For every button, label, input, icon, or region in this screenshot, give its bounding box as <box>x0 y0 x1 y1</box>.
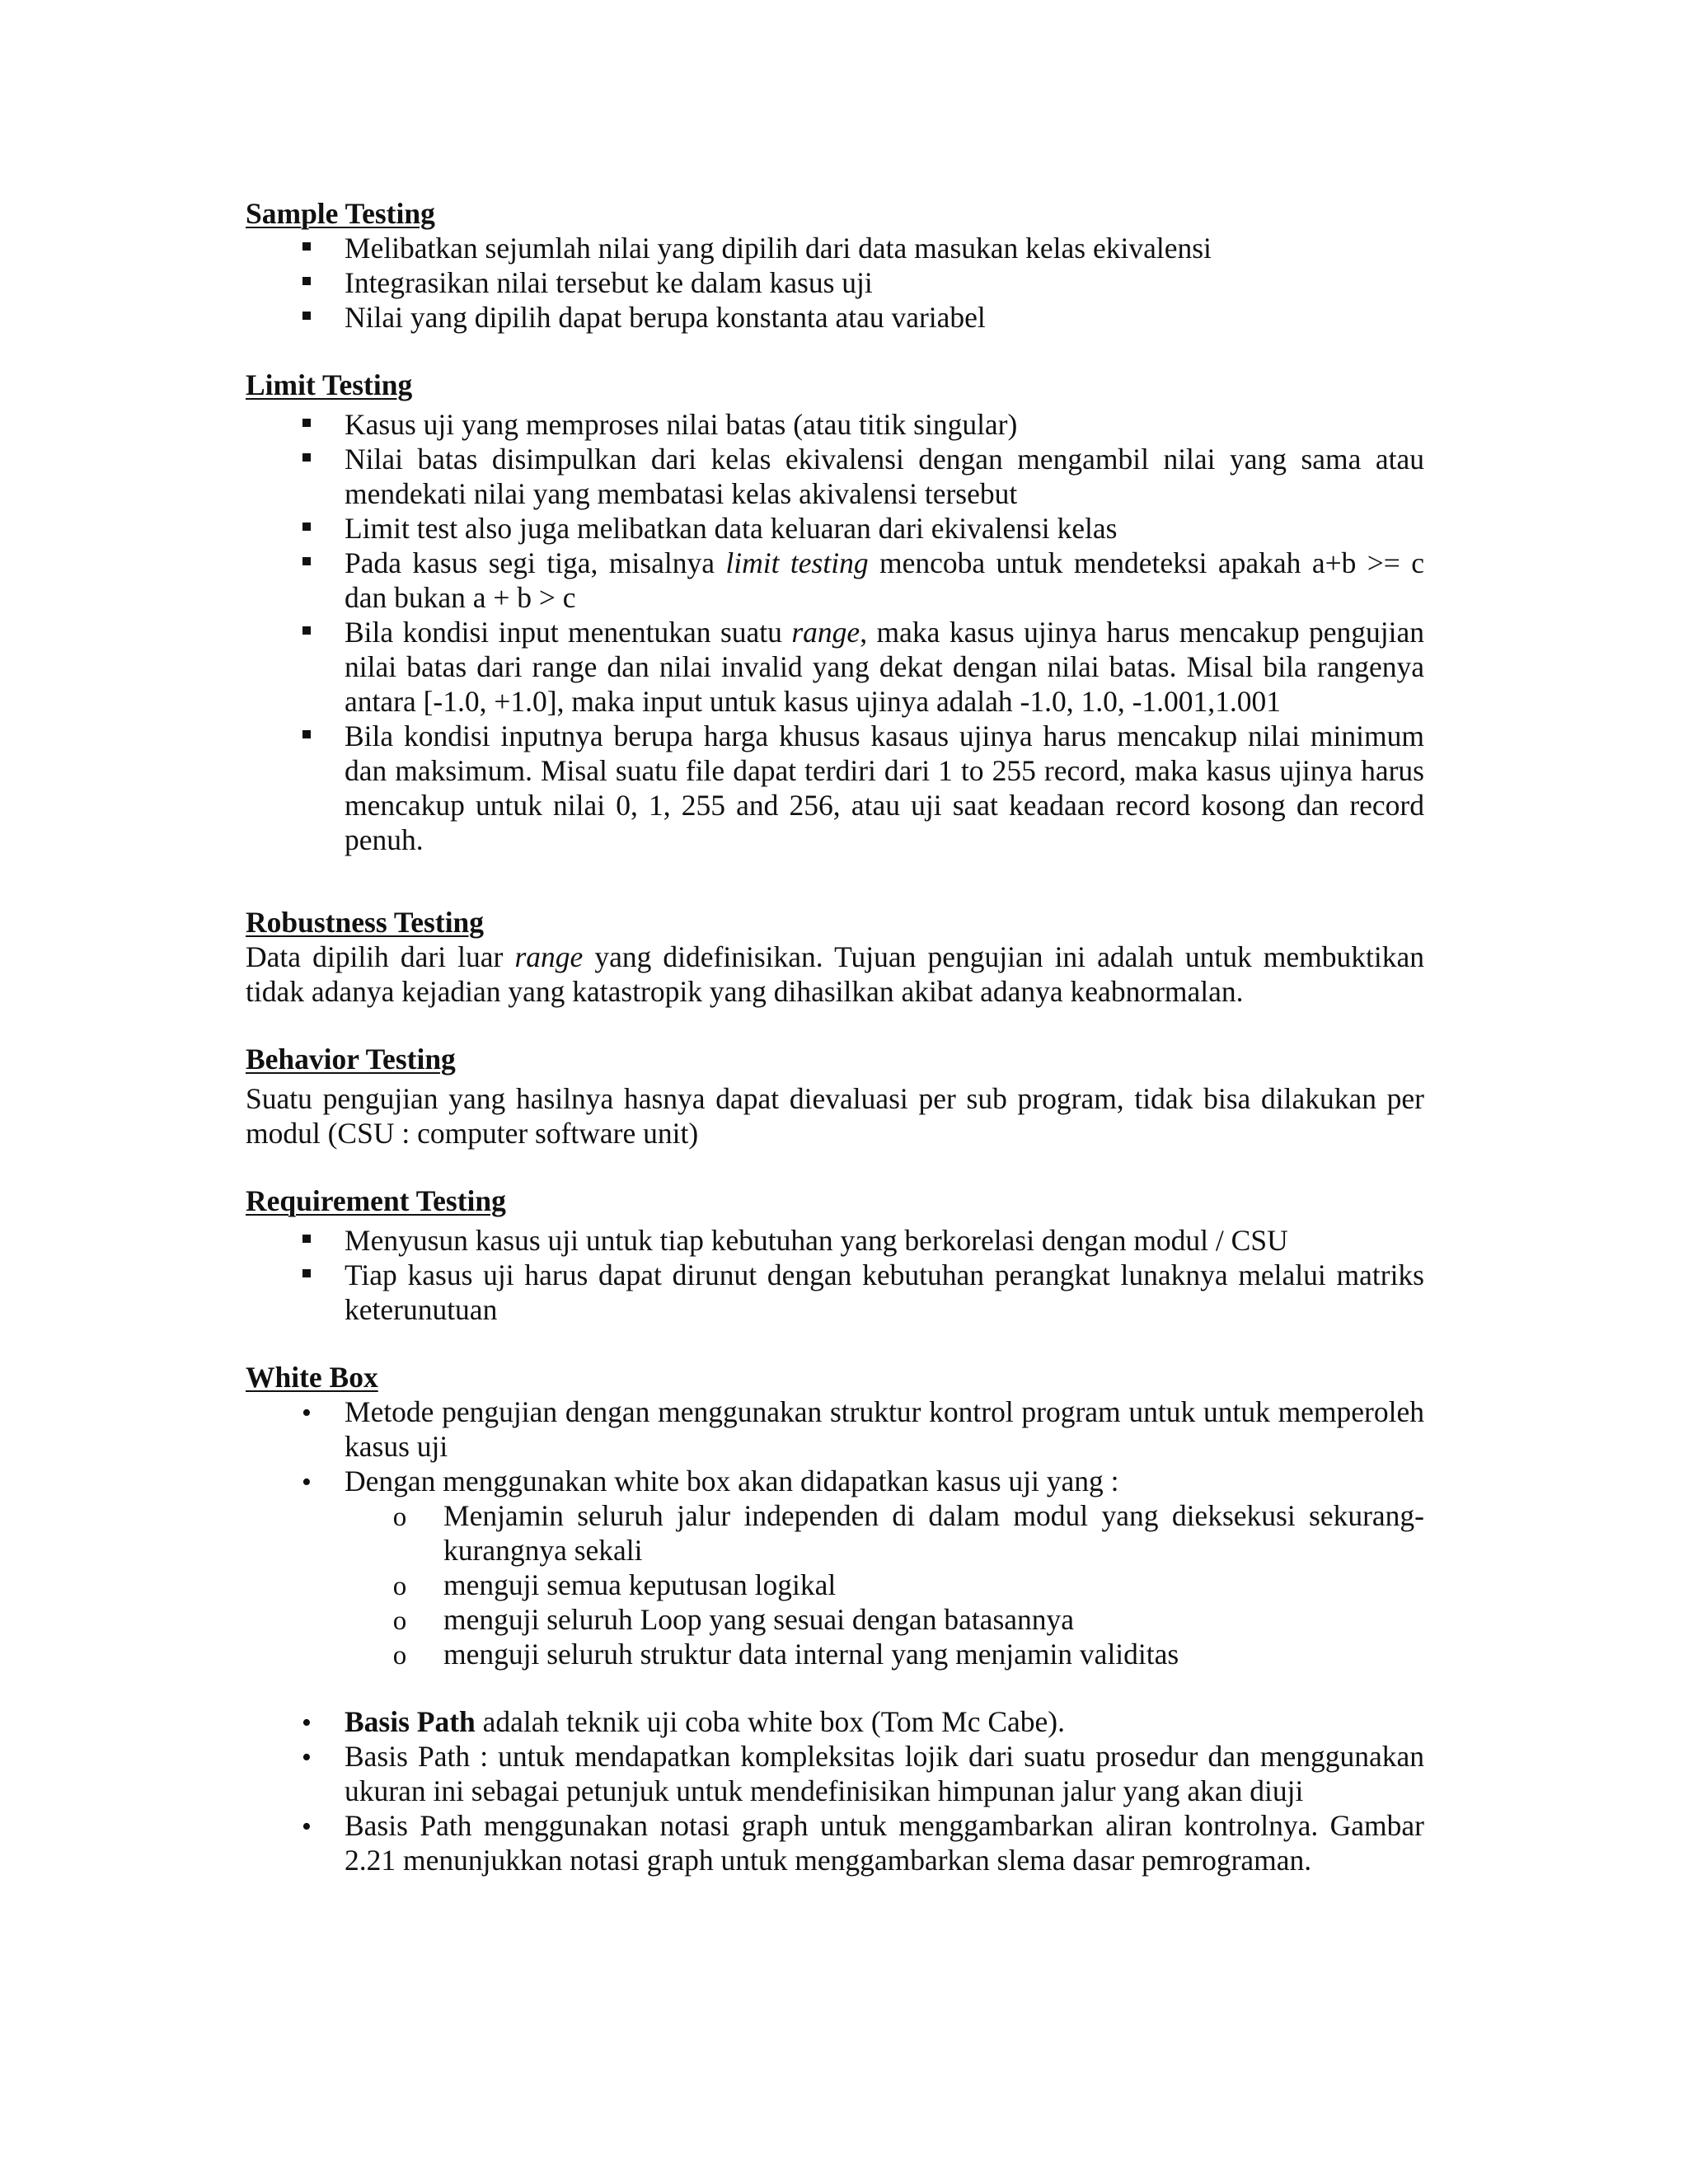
list-item: Limit test also juga melibatkan data keluaran dari ekivalensi kelas <box>345 512 1118 545</box>
list-item: Melibatkan sejumlah nilai yang dipilih dari data masukan kelas ekivalensi <box>345 232 1212 265</box>
heading-requirement-testing: Requirement Testing <box>246 1184 506 1217</box>
list-item: Tiap kasus uji harus dapat dirunut dengan kebutuhan perangkat lunaknya melalui matriks keterunutuan <box>345 1258 1424 1326</box>
white-box-list <box>246 1394 1424 1498</box>
heading-sample-testing: Sample Testing <box>246 197 435 230</box>
heading-robustness-testing: Robustness Testing <box>246 906 485 939</box>
list-item: Nilai yang dipilih dapat berupa konstanta atau variabel <box>345 301 986 334</box>
behavior-paragraph: Suatu pengujian yang hasilnya hasnya dapat dievaluasi per sub program, tidak bisa dilakukan per modul (CSU : computer software unit) <box>246 1082 1424 1150</box>
round-bullet-icon <box>294 1464 319 1500</box>
list-item: • Metode pengujian dengan menggunakan struktur kontrol program untuk untuk memperoleh kasus uji <box>246 1394 1424 1464</box>
list-item: • Basis Path menggunakan notasi graph untuk menggambarkan aliran kontrolnya. Gambar 2.21 menunjukkan notasi graph untuk menggambarkan slema dasar pemrograman. <box>246 1808 1424 1877</box>
list-item: Bila kondisi input menentukan suatu range, maka kasus ujinya harus mencakup pengujian nilai batas dari range dan nilai invalid yang dekat dengan nilai batas. Misal bila rangenya antara [-1.0, +1.0], maka input untuk kasus ujinya adalah -1.0, 1.0, -1.001,1.001 <box>345 616 1425 718</box>
list-item: Menyusun kasus uji untuk tiap kebutuhan yang berkorelasi dengan modul / CSU <box>345 1224 1288 1257</box>
circle-bullet-icon <box>387 1498 412 1535</box>
list-item: o menguji seluruh struktur data internal yang menjamin validitas <box>246 1637 1424 1671</box>
list-item: Kasus uji yang memproses nilai batas (atau titik singular) <box>345 408 1018 441</box>
list-item: Integrasikan nilai tersebut ke dalam kasus uji <box>345 266 873 299</box>
sample-testing-list <box>246 231 1424 335</box>
list-item: o menguji seluruh Loop yang sesuai dengan batasannya <box>246 1602 1424 1637</box>
heading-limit-testing: Limit Testing <box>246 368 413 401</box>
white-box-sublist <box>246 1498 1424 1671</box>
list-item: • Basis Path adalah teknik uji coba white box (Tom Mc Cabe). <box>246 1704 1424 1739</box>
basis-path-list <box>246 1704 1424 1877</box>
list-item: Nilai batas disimpulkan dari kelas ekivalensi dengan mengambil nilai yang sama atau mendekati nilai yang membatasi kelas akivalensi tersebut <box>345 443 1424 510</box>
list-item: Pada kasus segi tiga, misalnya limit testing mencoba untuk mendeteksi apakah a+b >= c dan bukan a + b > c <box>345 546 1425 614</box>
document-page <box>246 196 1424 1877</box>
round-bullet-icon <box>294 1739 319 1775</box>
list-item: o Menjamin seluruh jalur independen di dalam modul yang dieksekusi sekurang-kurangnya sekali <box>246 1498 1424 1568</box>
round-bullet-icon <box>294 1704 319 1741</box>
circle-bullet-icon <box>387 1637 412 1673</box>
heading-white-box: White Box <box>246 1361 378 1394</box>
requirement-testing-list <box>246 1223 1424 1327</box>
limit-testing-list <box>246 407 1424 857</box>
round-bullet-icon <box>294 1394 319 1431</box>
heading-behavior-testing: Behavior Testing <box>246 1043 456 1076</box>
circle-bullet-icon <box>387 1602 412 1638</box>
list-item: Bila kondisi inputnya berupa harga khusus kasaus ujinya harus mencakup nilai minimum dan maksimum. Misal suatu file dapat terdiri dari 1 to 255 record, maka kasus ujinya harus mencakup untuk nilai 0, 1, 255 and 256, atau uji saat keadaan record kosong dan record penuh. <box>345 719 1424 856</box>
circle-bullet-icon <box>387 1568 412 1604</box>
robustness-paragraph: Data dipilih dari luar range yang didefinisikan. Tujuan pengujian ini adalah untuk membuktikan tidak adanya kejadian yang katastropik yang dihasilkan akibat adanya keabnormalan. <box>246 940 1424 1008</box>
round-bullet-icon <box>294 1808 319 1844</box>
list-item: • Basis Path : untuk mendapatkan kompleksitas lojik dari suatu prosedur dan menggunakan ukuran ini sebagai petunjuk untuk mendefinisikan himpunan jalur yang akan diuji <box>246 1739 1424 1808</box>
list-item: o menguji semua keputusan logikal <box>246 1568 1424 1602</box>
list-item: • Dengan menggunakan white box akan didapatkan kasus uji yang : <box>246 1464 1424 1498</box>
